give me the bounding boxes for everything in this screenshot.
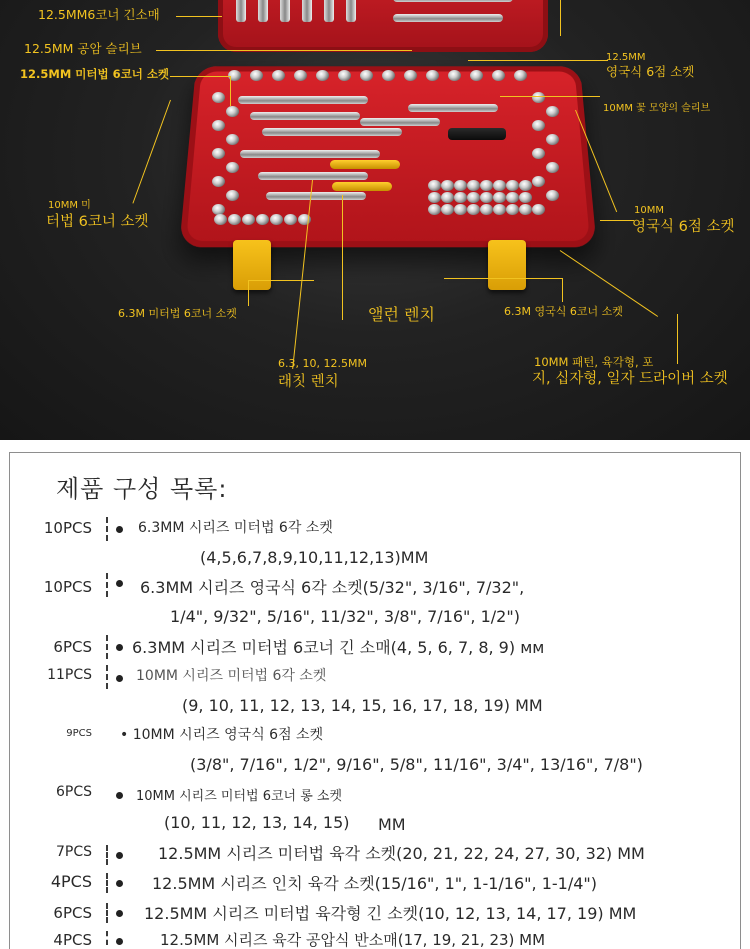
adapter-icon — [360, 118, 440, 126]
socket-icon — [467, 192, 480, 203]
row-5-line-2: (3/8", 7/16", 1/2", 9/16", 5/8", 11/16", 3/4", 13/16", 7/8") — [190, 755, 643, 774]
socket-icon — [546, 106, 559, 117]
socket-icon — [480, 192, 493, 203]
socket-icon — [480, 180, 493, 191]
socket-icon — [404, 70, 417, 81]
socket-icon — [226, 162, 239, 173]
socket-icon — [226, 106, 239, 117]
socket-icon — [519, 180, 532, 191]
callout-ratchet-sizes: 6.3, 10, 12.5MM — [278, 357, 367, 370]
case-latch-right — [488, 240, 526, 290]
ratchet-icon — [258, 172, 368, 180]
row-1-line-1: 6.3MM 시리즈 미터법 6각 소켓 — [138, 520, 333, 536]
socket-icon — [506, 204, 519, 215]
socket-icon — [212, 176, 225, 187]
row-2-line-2: 1/4", 9/32", 5/16", 11/32", 3/8", 7/16", 1/2") — [170, 607, 520, 626]
callout-allen-wrench: 앨런 렌치 — [368, 305, 435, 324]
list-title: 제품 구성 목록: — [56, 475, 228, 503]
callout-metric-socket-10-size: 10MM 미 — [48, 200, 91, 211]
row-1-qty: 10PCS — [43, 519, 92, 537]
row-4-line-1: 10MM 시리즈 미터법 6각 소켓 — [136, 668, 327, 684]
row-7-line-1: 12.5MM 시리즈 미터법 육각 소켓(20, 21, 22, 24, 27, 30, 32) MM — [158, 844, 645, 863]
row-2-line-1: 6.3MM 시리즈 영국식 6각 소켓(5/32", 3/16", 7/32", — [140, 578, 525, 597]
socket-icon — [492, 70, 505, 81]
socket-icon — [470, 70, 483, 81]
socket-icon — [428, 180, 441, 191]
row-5-line-1: • 10MM 시리즈 영국식 6점 소켓 — [120, 727, 324, 743]
row-6-line-2: (10, 11, 12, 13, 14, 15) — [164, 813, 350, 832]
callout-imperial-socket-10-size: 10MM — [634, 205, 664, 216]
socket-icon — [454, 204, 467, 215]
row-2-qty: 10PCS — [43, 578, 92, 596]
socket-icon — [532, 92, 545, 103]
socket-icon — [532, 120, 545, 131]
row-8-bullet — [116, 880, 123, 887]
bit-rail-icon — [408, 104, 498, 112]
socket-icon — [441, 180, 454, 191]
socket-icon — [519, 192, 532, 203]
callout-imperial-socket-12-5-size: 12.5MM — [606, 52, 646, 63]
ratchet-handle-icon — [332, 182, 392, 191]
callout-imperial-socket-12-5-label: 영국식 6점 소켓 — [606, 64, 695, 79]
row-4-line-2: (9, 10, 11, 12, 13, 14, 15, 16, 17, 18, 19) MM — [182, 696, 543, 715]
row-8-divider — [106, 873, 108, 893]
socket-icon — [212, 148, 225, 159]
extension-bar-icon — [262, 128, 402, 136]
ratchet-handle-icon — [330, 160, 400, 169]
screwdriver-handle-icon — [448, 128, 506, 140]
socket-icon — [212, 120, 225, 131]
socket-icon — [454, 180, 467, 191]
socket-icon — [532, 176, 545, 187]
callout-impact-sleeve-12-5: 12.5MM 공암 슬리브 — [24, 41, 142, 56]
row-10-divider — [106, 931, 108, 945]
socket-icon — [493, 204, 506, 215]
socket-icon — [441, 192, 454, 203]
callout-ratchet-wrench: 래칫 렌치 — [278, 374, 339, 390]
callout-driver-socket-line2: 지, 십자형, 일자 드라이버 소켓 — [532, 371, 728, 387]
row-5-qty: 9PCS — [66, 728, 92, 739]
socket-icon — [214, 214, 227, 225]
socket-icon — [546, 190, 559, 201]
callout-imperial-socket-10-label: 영국식 6점 소켓 — [632, 219, 735, 235]
callout-torx-sleeve-10: 10MM 꽃 모양의 슬리브 — [603, 103, 711, 114]
socket-icon — [506, 180, 519, 191]
socket-icon — [228, 214, 241, 225]
row-1-line-2: (4,5,6,7,8,9,10,11,12,13)MM — [200, 548, 429, 567]
socket-icon — [532, 204, 545, 215]
socket-icon — [546, 134, 559, 145]
row-9-bullet — [116, 910, 123, 917]
row-8-qty: 4PCS — [50, 872, 92, 891]
socket-icon — [506, 192, 519, 203]
socket-icon — [360, 70, 373, 81]
callout-driver-socket-line1: 10MM 패턴, 육각형, 포 — [534, 355, 654, 369]
row-3-divider — [106, 635, 108, 659]
row-6-line-1: 10MM 시리즈 미터법 6코너 롱 소켓 — [136, 789, 343, 804]
product-photo — [0, 0, 750, 440]
row-7-qty: 7PCS — [55, 844, 92, 860]
socket-icon — [294, 70, 307, 81]
socket-icon — [546, 162, 559, 173]
product-list-panel — [9, 452, 741, 949]
row-4-bullet — [116, 675, 123, 682]
row-3-qty: 6PCS — [53, 638, 92, 656]
row-6-bullet — [116, 792, 123, 799]
callout-imperial-socket-6-3: 6.3M 영국식 6코너 소켓 — [504, 305, 623, 318]
row-2-bullet — [116, 580, 123, 587]
socket-icon — [256, 214, 269, 225]
socket-icon — [514, 70, 527, 81]
socket-icon — [519, 204, 532, 215]
socket-icon — [441, 204, 454, 215]
callout-metric-socket-12-5: 12.5MM 미터법 6코너 소켓 — [20, 67, 170, 81]
socket-icon — [270, 214, 283, 225]
socket-icon — [382, 70, 395, 81]
row-3-line-1: 6.3MM 시리즈 미터법 6코너 긴 소매(4, 5, 6, 7, 8, 9) мм — [132, 638, 545, 657]
socket-icon — [493, 180, 506, 191]
socket-icon — [226, 190, 239, 201]
ratchet-icon — [240, 150, 380, 158]
extension-bar-icon — [238, 96, 368, 104]
case-lid — [218, 0, 548, 52]
row-1-bullet — [116, 526, 123, 533]
case-latch-left — [233, 240, 271, 290]
socket-icon — [426, 70, 439, 81]
row-10-bullet — [116, 938, 123, 945]
socket-icon — [493, 192, 506, 203]
socket-icon — [212, 92, 225, 103]
socket-icon — [284, 214, 297, 225]
extension-bar-icon — [250, 112, 360, 120]
socket-icon — [448, 70, 461, 81]
socket-icon — [226, 134, 239, 145]
row-2-divider — [106, 573, 108, 597]
row-6-line-2-unit: MM — [378, 815, 406, 834]
row-8-line-1: 12.5MM 시리즈 인치 육각 소켓(15/16", 1", 1-1/16", 1-1/4") — [152, 874, 597, 893]
socket-icon — [428, 192, 441, 203]
row-9-divider — [106, 903, 108, 923]
socket-icon — [338, 70, 351, 81]
socket-icon — [272, 70, 285, 81]
row-4-qty: 11PCS — [47, 667, 92, 683]
socket-icon — [250, 70, 263, 81]
socket-icon — [467, 204, 480, 215]
callout-metric-socket-6-3: 6.3M 미터법 6코너 소켓 — [118, 307, 237, 320]
row-9-qty: 6PCS — [53, 904, 92, 922]
socket-icon — [480, 204, 493, 215]
ratchet-icon — [266, 192, 366, 200]
socket-icon — [242, 214, 255, 225]
socket-icon — [532, 148, 545, 159]
socket-icon — [428, 204, 441, 215]
row-6-qty: 6PCS — [55, 784, 92, 800]
row-3-bullet — [116, 644, 123, 651]
row-9-line-1: 12.5MM 시리즈 미터법 육각형 긴 소켓(10, 12, 13, 14, 17, 19) MM — [144, 904, 637, 923]
socket-icon — [316, 70, 329, 81]
row-7-bullet — [116, 852, 123, 859]
callout-long-socket-12-5: 12.5MM6코너 긴소매 — [38, 7, 160, 22]
row-1-divider — [106, 517, 108, 541]
row-7-divider — [106, 845, 108, 865]
socket-icon — [467, 180, 480, 191]
callout-metric-socket-10-label: 터법 6코너 소켓 — [46, 214, 149, 230]
row-10-line-1: 12.5MM 시리즈 육각 공압식 반소매(17, 19, 21, 23) MM — [160, 931, 546, 949]
socket-icon — [454, 192, 467, 203]
row-10-qty: 4PCS — [53, 931, 92, 949]
row-4-divider — [106, 665, 108, 689]
